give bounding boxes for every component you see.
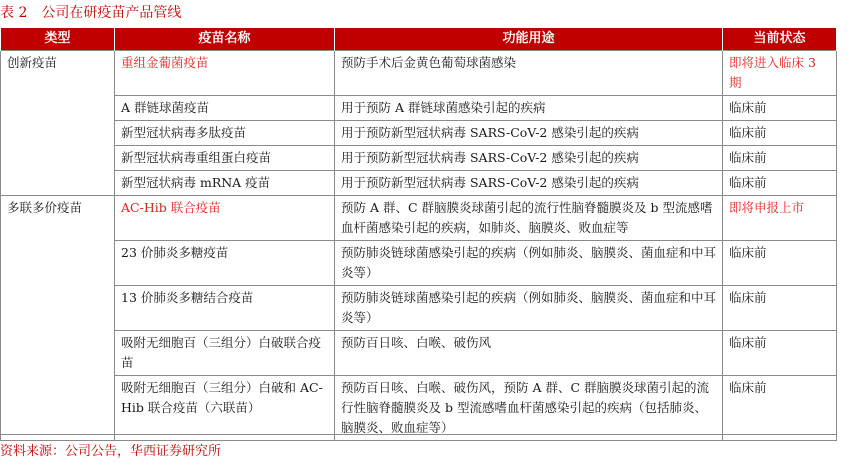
table-row <box>1 51 837 96</box>
status-cell: 临床前 <box>723 121 837 146</box>
table-row <box>1 376 837 441</box>
pipeline-table <box>0 28 837 441</box>
table-title: 公司在研疫苗产品管线 <box>41 5 182 21</box>
table-row <box>1 96 837 121</box>
pipeline-table-container <box>0 28 836 441</box>
status-cell: 临床前 <box>723 286 837 331</box>
vaccine-name-cell: AC-Hib 联合疫苗 <box>115 196 335 241</box>
status-cell: 临床前 <box>723 171 837 196</box>
table-row <box>1 241 837 286</box>
table-row <box>1 171 837 196</box>
table-row <box>1 121 837 146</box>
status-cell: 即将申报上市 <box>723 196 837 241</box>
vaccine-type-cell: 多联多价疫苗 <box>1 196 115 441</box>
function-cell: 预防 A 群、C 群脑膜炎球菌引起的流行性脑脊髓膜炎及 b 型流感嗜血杆菌感染引起的疾病，如肺炎、脑膜炎、败血症等 <box>335 196 723 241</box>
status-cell: 即将进入临床 3 期 <box>723 51 837 96</box>
vaccine-name-cell: 新型冠状病毒多肽疫苗 <box>115 121 335 146</box>
vaccine-name-cell: 13 价肺炎多糖结合疫苗 <box>115 286 335 331</box>
header-vaccine-name: 疫苗名称 <box>115 28 335 51</box>
table-caption <box>0 2 181 22</box>
vaccine-name-cell: 吸附无细胞百（三组分）白破和 AC-Hib 联合疫苗（六联苗） <box>115 376 335 441</box>
function-cell: 预防手术后金黄色葡萄球菌感染 <box>335 51 723 96</box>
table-row <box>1 146 837 171</box>
status-cell: 临床前 <box>723 96 837 121</box>
function-cell: 预防肺炎链球菌感染引起的疾病（例如肺炎、脑膜炎、菌血症和中耳炎等） <box>335 241 723 286</box>
function-cell: 用于预防新型冠状病毒 SARS-CoV-2 感染引起的疾病 <box>335 146 723 171</box>
table-row <box>1 286 837 331</box>
vaccine-name-cell: 23 价肺炎多糖疫苗 <box>115 241 335 286</box>
vaccine-name-cell: 新型冠状病毒 mRNA 疫苗 <box>115 171 335 196</box>
status-cell: 临床前 <box>723 241 837 286</box>
function-cell: 预防百日咳、白喉、破伤风 <box>335 331 723 376</box>
source-note: 资料来源：公司公告，华西证券研究所 <box>0 444 222 459</box>
function-cell: 用于预防新型冠状病毒 SARS-CoV-2 感染引起的疾病 <box>335 121 723 146</box>
vaccine-name-cell: 吸附无细胞百（三组分）白破联合疫苗 <box>115 331 335 376</box>
function-cell: 用于预防新型冠状病毒 SARS-CoV-2 感染引起的疾病 <box>335 171 723 196</box>
table-body <box>1 51 837 441</box>
function-cell: 预防肺炎链球菌感染引起的疾病（例如肺炎、脑膜炎、菌血症和中耳炎等） <box>335 286 723 331</box>
status-cell: 临床前 <box>723 146 837 171</box>
table-header-row <box>1 28 837 51</box>
header-function: 功能用途 <box>335 28 723 51</box>
header-type: 类型 <box>1 28 115 51</box>
function-cell: 用于预防 A 群链球菌感染引起的疾病 <box>335 96 723 121</box>
table-row <box>1 196 837 241</box>
vaccine-name-cell: 新型冠状病毒重组蛋白疫苗 <box>115 146 335 171</box>
status-cell: 临床前 <box>723 376 837 441</box>
table-row <box>1 331 837 376</box>
header-status: 当前状态 <box>723 28 837 51</box>
function-cell: 预防百日咳、白喉、破伤风，预防 A 群、C 群脑膜炎球菌引起的流行性脑脊髓膜炎及 b 型流感嗜血杆菌感染引起的疾病（包括肺炎、脑膜炎、败血症等） <box>335 376 723 441</box>
vaccine-type-cell: 创新疫苗 <box>1 51 115 196</box>
vaccine-name-cell: A 群链球菌疫苗 <box>115 96 335 121</box>
status-cell: 临床前 <box>723 331 837 376</box>
vaccine-name-cell: 重组金葡菌疫苗 <box>115 51 335 96</box>
table-number: 表 2 <box>0 5 28 21</box>
bottom-divider <box>0 434 836 435</box>
